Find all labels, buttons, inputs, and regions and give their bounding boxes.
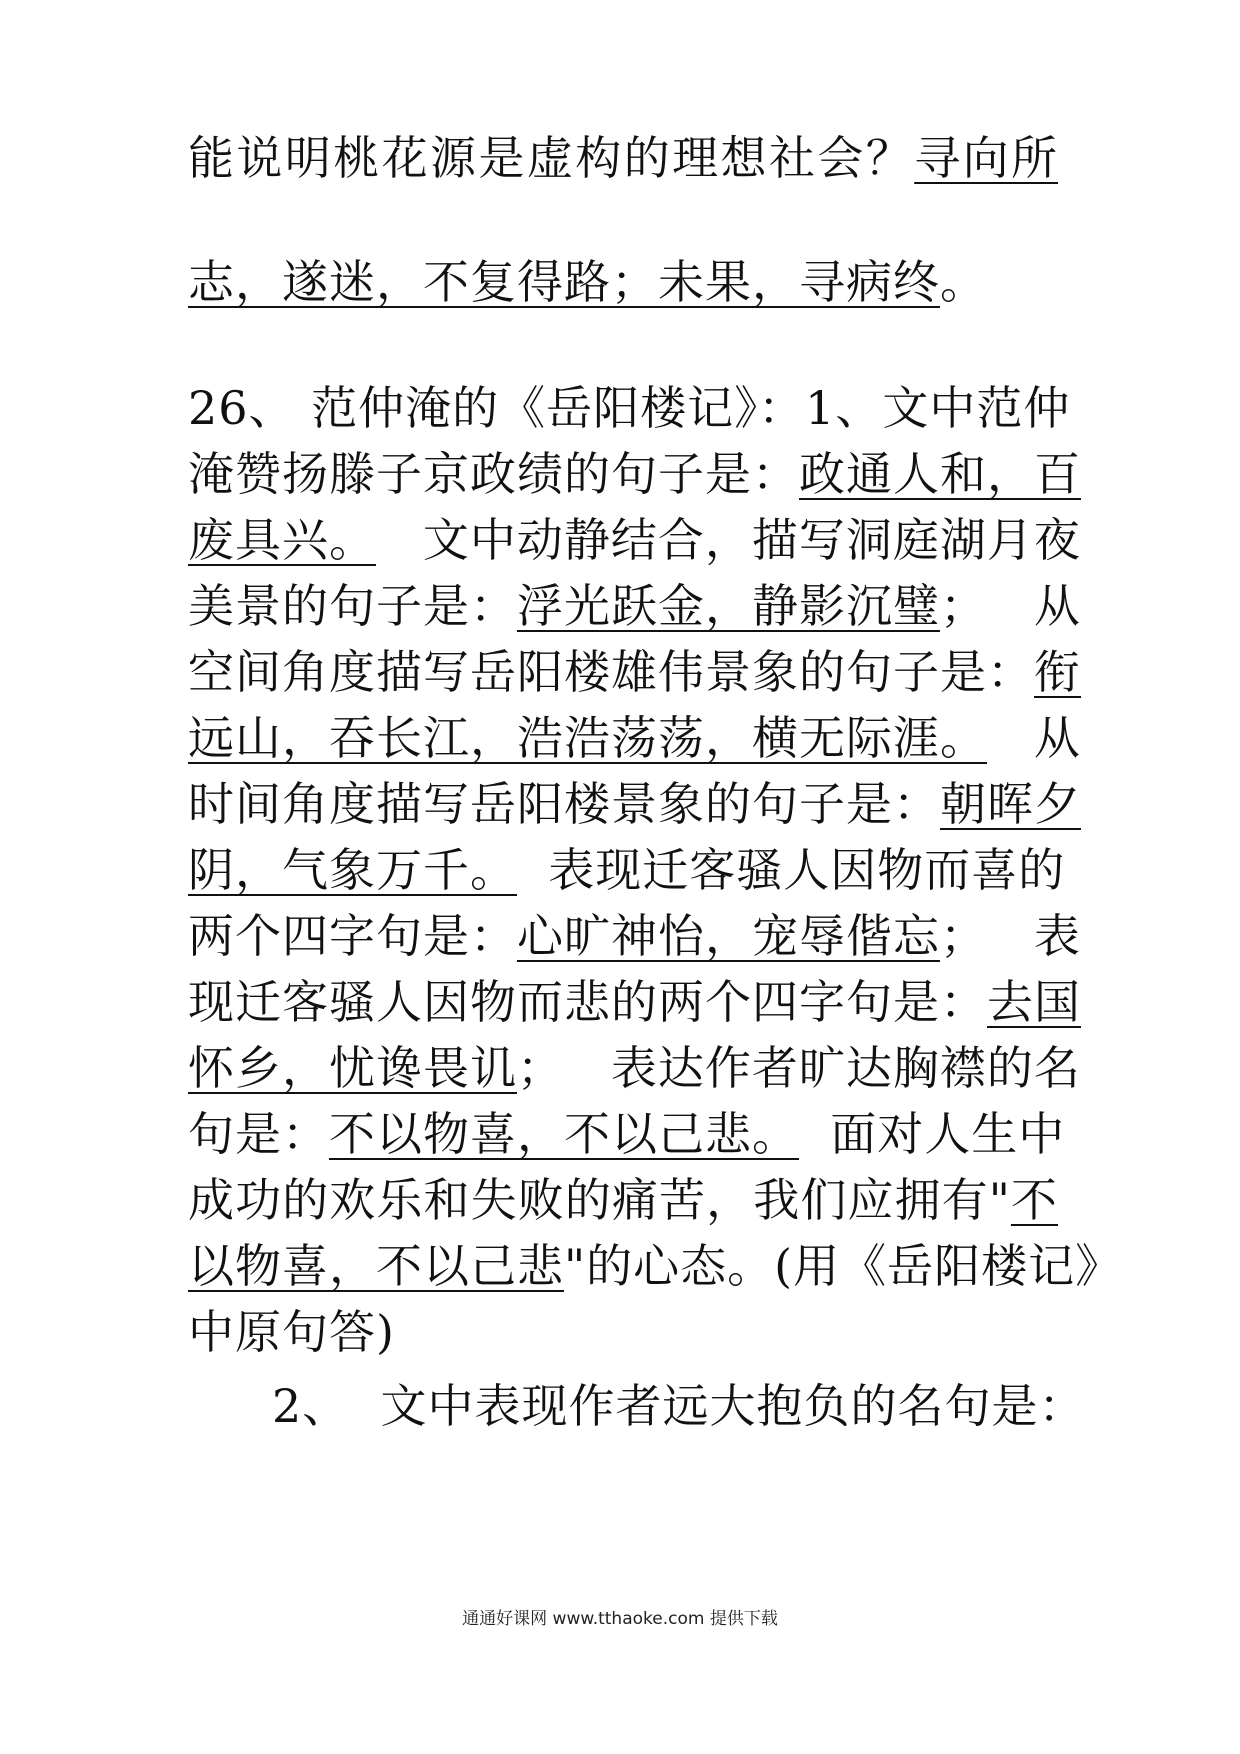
text-plain: 能说明桃花源是虚构的理想社会？	[188, 131, 915, 185]
answer-underlined: 阴，气象万千。	[188, 843, 517, 897]
text-line	[188, 840, 1066, 900]
text-line	[188, 1038, 1081, 1098]
text-plain: 空间角度描写岳阳楼雄伟景象的句子是：	[188, 645, 1034, 699]
answer-underlined: 衔	[1034, 645, 1081, 699]
text-plain: ； 表	[940, 909, 1081, 963]
answer-underlined: 志，遂迷，不复得路；未果，寻病终	[188, 255, 940, 309]
text-plain: 从	[987, 711, 1081, 765]
text-line	[188, 642, 1081, 702]
text-plain: 表现迁客骚人因物而喜的	[517, 843, 1066, 897]
text-plain: ； 表达作者旷达胸襟的名	[517, 1041, 1081, 1095]
text-plain: 中原句答)	[188, 1305, 395, 1359]
text-plain: ； 从	[940, 579, 1081, 633]
text-line	[188, 1302, 1058, 1362]
text-plain: 淹赞扬滕子京政绩的句子是：	[188, 447, 799, 501]
text-plain: 时间角度描写岳阳楼景象的句子是：	[188, 777, 940, 831]
text-plain: 两个四字句是：	[188, 909, 517, 963]
answer-underlined: 去国	[987, 975, 1081, 1029]
text-plain: 26、 范仲淹的《岳阳楼记》：1、文中范仲	[188, 381, 1071, 435]
text-line	[188, 576, 1081, 636]
text-plain: 。	[940, 255, 987, 309]
text-line	[188, 774, 1081, 834]
text-line	[188, 444, 1081, 504]
answer-underlined: 怀乡，忧谗畏讥	[188, 1041, 517, 1095]
text-line	[188, 708, 1081, 768]
answer-underlined: 不	[1010, 1173, 1058, 1227]
question-item	[272, 1376, 1086, 1436]
question-heading	[188, 378, 1071, 438]
answer-underlined: 废具兴。	[188, 513, 376, 567]
answer-underlined: 浮光跃金，静影沉璧	[517, 579, 940, 633]
answer-underlined: 政通人和，百	[799, 447, 1081, 501]
answer-underlined: 朝晖夕	[940, 777, 1081, 831]
answer-underlined: 寻向所	[914, 131, 1059, 185]
text-plain: 2、 文中表现作者远大抱负的名句是：	[272, 1379, 1086, 1433]
answer-underlined: 心旷神怡，宠辱偕忘	[517, 909, 940, 963]
page-footer: 通通好课网 www.tthaoke.com 提供下载	[462, 1609, 778, 1629]
text-plain: 现迁客骚人因物而悲的两个四字句是：	[188, 975, 987, 1029]
text-plain: 成功的欢乐和失败的痛苦，我们应拥有"	[188, 1173, 1011, 1227]
text-line	[188, 128, 1058, 188]
text-line	[188, 1170, 1058, 1230]
text-line	[188, 1104, 1066, 1164]
text-line	[188, 972, 1081, 1032]
text-line	[188, 510, 1081, 570]
text-line	[188, 1236, 1123, 1296]
answer-underlined: 不以物喜，不以己悲。	[329, 1107, 799, 1161]
text-line	[188, 252, 1058, 312]
text-line	[188, 906, 1081, 966]
text-plain: 文中动静结合，描写洞庭湖月夜	[376, 513, 1081, 567]
text-plain: 美景的句子是：	[188, 579, 517, 633]
answer-underlined: 以物喜，不以己悲	[188, 1239, 564, 1293]
answer-underlined: 远山，吞长江，浩浩荡荡，横无际涯。	[188, 711, 987, 765]
text-plain: "的心态。(用《岳阳楼记》	[564, 1239, 1123, 1293]
text-plain: 面对人生中	[799, 1107, 1066, 1161]
text-plain: 句是：	[188, 1107, 329, 1161]
